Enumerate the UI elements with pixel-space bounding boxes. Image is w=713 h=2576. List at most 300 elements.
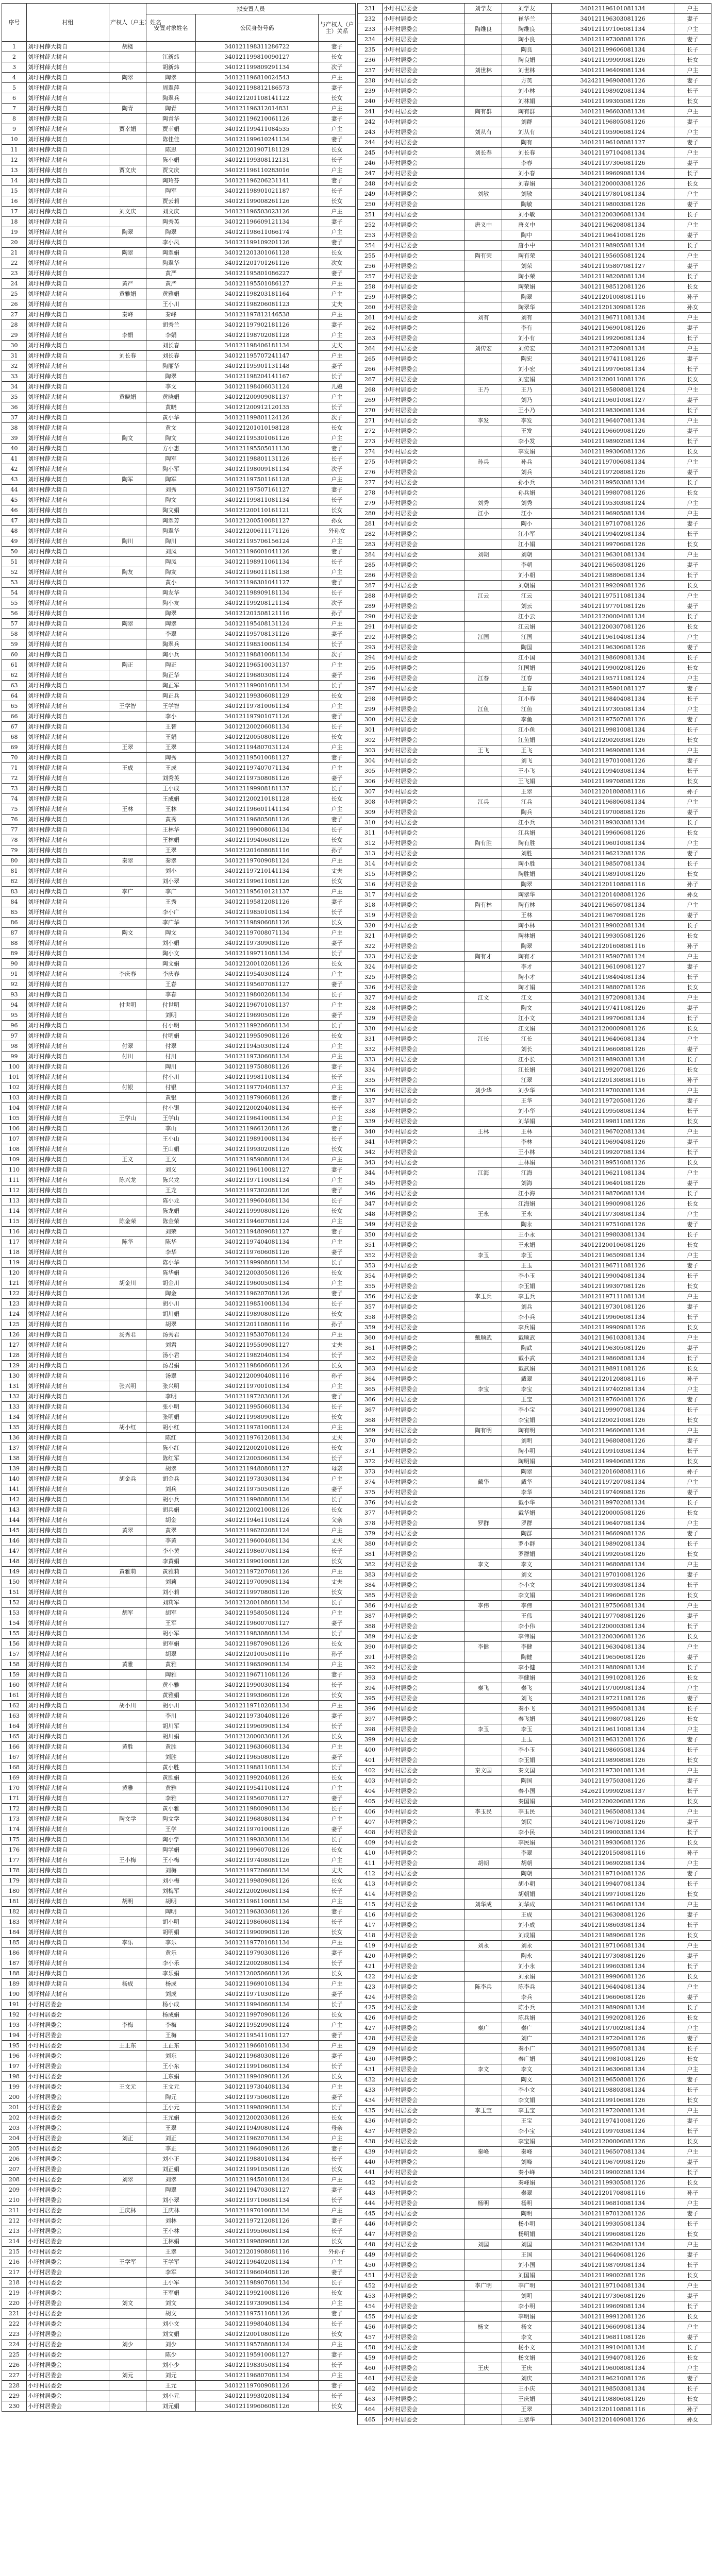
cell-id: 340121196503081126 <box>552 560 674 570</box>
cell-village: 刘圩村薛大树自 <box>27 1021 109 1031</box>
cell-no: 176 <box>2 1845 27 1855</box>
cell-id: 340121200003081126 <box>196 1732 319 1742</box>
cell-village: 刘圩村薛大树自 <box>27 1958 109 1969</box>
cell-id: 340121199610241134 <box>196 134 319 145</box>
cell-village: 刘圩村薛大树自 <box>27 1886 109 1896</box>
cell-village: 刘圩村薛大树自 <box>27 134 109 145</box>
cell-no: 35 <box>2 392 27 402</box>
cell-no: 194 <box>2 2030 27 2041</box>
cell-owner <box>465 488 502 498</box>
table-row <box>2 1866 356 1876</box>
cell-village: 刘圩村薛大树自 <box>27 1010 109 1021</box>
cell-rel: 长子 <box>319 1680 356 1690</box>
table-row <box>2 1371 356 1381</box>
cell-owner: 戴华 <box>465 1477 502 1487</box>
cell-owner: 江云 <box>465 591 502 601</box>
cell-owner <box>109 1948 146 1958</box>
cell-id: 340121196604081126 <box>196 2267 319 2278</box>
header-village: 村组 <box>27 4 109 42</box>
cell-rel: 长子 <box>674 168 711 179</box>
cell-village: 小圩村居委会 <box>383 1735 465 1745</box>
table-row <box>2 1814 356 1824</box>
cell-village: 小圩村居委会 <box>383 2147 465 2157</box>
cell-name: 陶文 <box>502 2075 552 2085</box>
cell-rel: 孙子 <box>674 1848 711 1858</box>
cell-rel: 妻子 <box>674 1302 711 1312</box>
cell-id: 340121199407081126 <box>552 2353 674 2363</box>
cell-id: 340121199409081126 <box>196 2072 319 2082</box>
cell-rel: 长女 <box>674 776 711 787</box>
cell-owner <box>109 1886 146 1896</box>
cell-id: 340121201309081126 <box>552 302 674 313</box>
cell-no: 234 <box>358 35 383 45</box>
cell-no: 242 <box>358 117 383 127</box>
cell-rel: 妻子 <box>319 1711 356 1721</box>
table-row <box>358 1353 711 1364</box>
cell-name: 陶正华 <box>146 670 196 681</box>
cell-name: 王翠 <box>146 2123 196 2133</box>
table-row <box>358 2013 711 2023</box>
cell-rel: 户主 <box>674 509 711 519</box>
cell-village: 小圩村居委会 <box>383 1374 465 1384</box>
cell-rel: 户主 <box>319 2041 356 2051</box>
cell-owner <box>109 2061 146 2072</box>
cell-name: 秦小飞 <box>502 1704 552 1714</box>
table-row <box>358 1539 711 1549</box>
cell-no: 263 <box>358 333 383 344</box>
cell-no: 298 <box>358 694 383 704</box>
cell-no: 392 <box>358 1663 383 1673</box>
cell-no: 86 <box>2 918 27 928</box>
cell-rel: 户主 <box>319 2298 356 2309</box>
cell-no: 323 <box>358 952 383 962</box>
cell-village: 小圩村居委会 <box>383 952 465 962</box>
cell-rel: 长子 <box>319 1762 356 1773</box>
cell-name: 秦国娟 <box>502 1797 552 1807</box>
cell-id: 340121199208121134 <box>196 598 319 608</box>
cell-rel: 长子 <box>674 529 711 539</box>
cell-owner: 李伟 <box>465 1601 502 1611</box>
cell-name: 陶翠娟 <box>146 248 196 258</box>
cell-id: 340121199305081134 <box>552 2219 674 2229</box>
cell-id: 340121199407081134 <box>552 1879 674 1889</box>
cell-owner <box>465 375 502 385</box>
cell-rel: 妻子 <box>319 1010 356 1021</box>
cell-rel: 户主 <box>674 1941 711 1951</box>
table-row <box>2 959 356 969</box>
cell-owner: 黄雅 <box>109 1659 146 1670</box>
cell-rel: 长子 <box>674 86 711 96</box>
cell-no: 256 <box>358 261 383 272</box>
cell-name: 秦小国 <box>502 1786 552 1797</box>
cell-rel: 妻子 <box>674 1178 711 1189</box>
cell-name: 刘秀英 <box>146 773 196 784</box>
cell-village: 刘圩村薛大树自 <box>27 598 109 608</box>
cell-id: 340121197812146538 <box>196 310 319 320</box>
cell-name: 李小玉 <box>502 1745 552 1755</box>
cell-id: 340121198902081134 <box>552 436 674 447</box>
cell-village: 刘圩村薛大树自 <box>27 83 109 93</box>
cell-name: 胡明 <box>146 1896 196 1907</box>
table-row <box>358 199 711 210</box>
table-row <box>2 1598 356 1608</box>
cell-rel: 户主 <box>319 2370 356 2381</box>
cell-id: 340121198911061134 <box>196 557 319 567</box>
cell-no: 307 <box>358 787 383 797</box>
cell-rel: 户主 <box>674 251 711 261</box>
cell-rel: 长女 <box>674 2137 711 2147</box>
cell-owner <box>109 2278 146 2288</box>
cell-village: 刘圩村薛大树自 <box>27 42 109 52</box>
table-row <box>358 1312 711 1323</box>
cell-village: 小圩村居委会 <box>383 1116 465 1127</box>
cell-village: 小圩村居委会 <box>383 261 465 272</box>
cell-village: 小圩村居委会 <box>383 4 465 14</box>
cell-id: 340121197303081134 <box>196 1474 319 1484</box>
cell-rel: 户主 <box>674 1384 711 1395</box>
cell-owner <box>465 1673 502 1683</box>
cell-village: 小圩村居委会 <box>383 1766 465 1776</box>
cell-village: 小圩村居委会 <box>27 2360 109 2370</box>
cell-owner: 陶友 <box>109 567 146 578</box>
cell-id: 340121196406081126 <box>552 2250 674 2260</box>
cell-rel: 长女 <box>319 835 356 845</box>
cell-no: 139 <box>2 1464 27 1474</box>
table-row <box>358 2374 711 2384</box>
cell-owner: 王飞 <box>465 745 502 756</box>
cell-id: 340121196110081127 <box>196 1165 319 1175</box>
cell-rel: 妻子 <box>674 2250 711 2260</box>
cell-owner: 王林 <box>109 804 146 815</box>
cell-owner: 刘世林 <box>465 65 502 76</box>
cell-no: 43 <box>2 474 27 485</box>
cell-id: 340121198806081134 <box>552 570 674 581</box>
cell-owner: 江春 <box>465 673 502 684</box>
cell-owner <box>465 2075 502 2085</box>
cell-name: 王小庆 <box>502 2384 552 2394</box>
cell-owner <box>465 1529 502 1539</box>
cell-owner <box>109 1021 146 1031</box>
table-row <box>358 210 711 220</box>
cell-owner <box>465 879 502 890</box>
cell-id: 340121197209081134 <box>552 344 674 354</box>
cell-village: 小圩村居委会 <box>383 684 465 694</box>
cell-village: 小圩村居委会 <box>383 2240 465 2250</box>
table-row <box>2 1289 356 1299</box>
table-row <box>358 117 711 127</box>
cell-owner <box>109 1835 146 1845</box>
table-row <box>2 1206 356 1216</box>
cell-name: 陶凤 <box>146 557 196 567</box>
table-row <box>2 1072 356 1082</box>
cell-no: 317 <box>358 890 383 900</box>
table-row <box>358 519 711 529</box>
cell-owner <box>465 2085 502 2095</box>
table-row <box>358 2291 711 2301</box>
cell-village: 小圩村居委会 <box>383 1879 465 1889</box>
cell-no: 367 <box>358 1405 383 1415</box>
cell-rel: 妻子 <box>674 1487 711 1498</box>
cell-owner <box>465 910 502 921</box>
cell-name: 汤翠 <box>146 1371 196 1381</box>
cell-rel: 长女 <box>319 1412 356 1422</box>
cell-id: 340121199106081126 <box>552 2095 674 2106</box>
cell-name: 张小明 <box>146 1402 196 1412</box>
cell-no: 372 <box>358 1456 383 1467</box>
cell-rel: 户主 <box>319 928 356 938</box>
cell-name: 刘小林 <box>502 86 552 96</box>
cell-owner <box>465 35 502 45</box>
cell-id: 340121197306081126 <box>552 2291 674 2301</box>
table-row <box>2 1309 356 1319</box>
cell-owner <box>465 1539 502 1549</box>
cell-village: 小圩村居委会 <box>383 941 465 952</box>
table-row <box>358 560 711 570</box>
cell-no: 16 <box>2 196 27 207</box>
table-row <box>358 1724 711 1735</box>
cell-owner: 江长 <box>465 1034 502 1044</box>
cell-owner <box>109 145 146 155</box>
cell-rel: 长女 <box>674 447 711 457</box>
cell-owner <box>465 2404 502 2415</box>
cell-rel: 妻子 <box>319 1247 356 1258</box>
cell-name: 江鱼娟 <box>502 735 552 745</box>
cell-no: 336 <box>358 1086 383 1096</box>
cell-id: 340121199104081134 <box>552 2343 674 2353</box>
cell-owner <box>109 1093 146 1103</box>
cell-no: 63 <box>2 681 27 691</box>
cell-name: 刘义 <box>146 1165 196 1175</box>
cell-name: 陶翠华 <box>502 890 552 900</box>
cell-no: 189 <box>2 1979 27 1989</box>
cell-rel: 户主 <box>674 1127 711 1137</box>
cell-village: 小圩村居委会 <box>383 2353 465 2363</box>
cell-rel: 长子 <box>674 653 711 663</box>
cell-id: 340121196104081134 <box>552 632 674 642</box>
table-row <box>358 2363 711 2374</box>
cell-owner: 付川 <box>109 1052 146 1062</box>
cell-no: 192 <box>2 2010 27 2020</box>
cell-id: 340121199810081134 <box>552 725 674 735</box>
table-row <box>358 2044 711 2054</box>
cell-village: 刘圩村薛大树自 <box>27 990 109 1000</box>
cell-owner: 刘少 <box>109 2340 146 2350</box>
cell-rel: 妻子 <box>319 2216 356 2226</box>
table-row <box>358 982 711 993</box>
cell-id: 340121197301081134 <box>552 1766 674 1776</box>
table-row <box>2 1144 356 1155</box>
cell-name: 刘莉 <box>146 1577 196 1587</box>
cell-no: 462 <box>358 2384 383 2394</box>
cell-village: 小圩村居委会 <box>383 2116 465 2126</box>
cell-name: 黄严 <box>146 279 196 289</box>
cell-name: 付明娟 <box>146 1031 196 1041</box>
table-row <box>358 2147 711 2157</box>
table-row <box>358 1281 711 1292</box>
cell-village: 刘圩村薛大树自 <box>27 1134 109 1144</box>
cell-id: 340121198908081126 <box>196 1309 319 1319</box>
cell-id: 340121198009081134 <box>196 1804 319 1814</box>
cell-owner <box>109 62 146 73</box>
cell-village: 小圩村居委会 <box>383 96 465 107</box>
cell-id: 340121195301061126 <box>196 433 319 444</box>
cell-rel: 户主 <box>319 1155 356 1165</box>
cell-no: 178 <box>2 1866 27 1876</box>
table-row <box>2 670 356 681</box>
table-row <box>2 1958 356 1969</box>
cell-no: 340 <box>358 1127 383 1137</box>
cell-name: 陈思 <box>146 145 196 155</box>
cell-owner <box>465 1817 502 1827</box>
cell-rel: 长女 <box>674 2095 711 2106</box>
cell-rel: 长子 <box>674 2384 711 2394</box>
table-row <box>2 979 356 990</box>
cell-no: 433 <box>358 2085 383 2095</box>
cell-rel: 次子 <box>319 464 356 474</box>
cell-id: 340121200506081134 <box>196 1453 319 1464</box>
cell-name: 陶敏 <box>502 199 552 210</box>
cell-id: 340121199706081126 <box>552 539 674 550</box>
cell-owner <box>465 1693 502 1704</box>
cell-owner <box>109 423 146 433</box>
cell-village: 刘圩村薛大树自 <box>27 567 109 578</box>
table-row <box>2 42 356 52</box>
cell-village: 小圩村居委会 <box>383 1055 465 1065</box>
table-row <box>358 14 711 24</box>
cell-no: 449 <box>358 2250 383 2260</box>
cell-no: 120 <box>2 1268 27 1278</box>
cell-owner <box>465 1013 502 1024</box>
cell-no: 182 <box>2 1907 27 1917</box>
table-row <box>358 1982 711 1992</box>
cell-village: 小圩村居委会 <box>383 282 465 292</box>
cell-id: 340121195209081124 <box>196 2020 319 2030</box>
cell-village: 刘圩村薛大树自 <box>27 413 109 423</box>
cell-id: 340121195812081126 <box>196 897 319 907</box>
cell-rel: 户主 <box>319 1938 356 1948</box>
cell-rel: 户主 <box>674 1560 711 1570</box>
cell-no: 6 <box>2 93 27 104</box>
cell-name: 陶翠 <box>502 879 552 890</box>
table-row <box>2 2123 356 2133</box>
cell-owner <box>109 979 146 990</box>
cell-owner <box>109 2360 146 2370</box>
cell-village: 小圩村居委会 <box>383 1673 465 1683</box>
cell-no: 290 <box>358 612 383 622</box>
cell-rel: 妻子 <box>319 578 356 588</box>
cell-name: 黄乐 <box>146 1948 196 1958</box>
cell-id: 340121196711081134 <box>552 313 674 323</box>
table-row <box>2 608 356 619</box>
cell-village: 小圩村居委会 <box>383 1642 465 1652</box>
cell-id: 340121198308081134 <box>196 1629 319 1639</box>
cell-no: 248 <box>358 179 383 189</box>
table-row <box>2 629 356 639</box>
cell-owner <box>109 2103 146 2113</box>
cell-owner <box>109 2267 146 2278</box>
cell-village: 小圩村居委会 <box>27 2123 109 2133</box>
cell-name: 胡金 <box>146 1515 196 1526</box>
cell-no: 291 <box>358 622 383 632</box>
table-row <box>2 1969 356 1979</box>
cell-name: 王小飞 <box>502 766 552 776</box>
table-row <box>2 2185 356 2195</box>
cell-id: 340121197501161128 <box>196 474 319 485</box>
table-row <box>2 1618 356 1629</box>
cell-no: 346 <box>358 1189 383 1199</box>
cell-village: 小圩村居委会 <box>383 272 465 282</box>
cell-owner <box>109 361 146 371</box>
cell-name: 秦峰 <box>502 2147 552 2157</box>
table-row <box>358 1663 711 1673</box>
cell-name: 付世明 <box>146 1000 196 1010</box>
cell-rel: 妻子 <box>319 176 356 186</box>
table-row <box>358 1364 711 1374</box>
cell-name: 黄雅莉 <box>146 1567 196 1577</box>
cell-rel: 长子 <box>319 454 356 464</box>
cell-village: 刘圩村薛大树自 <box>27 1289 109 1299</box>
table-row <box>358 1972 711 1982</box>
cell-no: 88 <box>2 938 27 948</box>
cell-id: 340121201301061128 <box>196 248 319 258</box>
cell-id: 340121196110081134 <box>196 1896 319 1907</box>
cell-id: 340121195906081124 <box>552 127 674 138</box>
cell-name: 李伟 <box>502 1601 552 1611</box>
cell-village: 小圩村居委会 <box>383 1240 465 1250</box>
cell-name: 李小宝 <box>502 1405 552 1415</box>
cell-owner <box>465 2301 502 2312</box>
cell-rel: 长女 <box>319 2113 356 2123</box>
table-row <box>2 93 356 104</box>
cell-id: 340121196108081127 <box>552 138 674 148</box>
cell-rel: 长子 <box>319 2154 356 2164</box>
cell-owner <box>109 2401 146 2412</box>
cell-no: 365 <box>358 1384 383 1395</box>
cell-name: 刘朝 <box>502 550 552 560</box>
cell-rel: 长子 <box>319 1495 356 1505</box>
table-row <box>358 1838 711 1848</box>
cell-id: 340121199411084535 <box>196 124 319 134</box>
cell-no: 362 <box>358 1353 383 1364</box>
cell-no: 254 <box>358 241 383 251</box>
cell-name: 王成 <box>502 1910 552 1920</box>
cell-rel: 长子 <box>674 1539 711 1549</box>
cell-village: 小圩村居委会 <box>383 2250 465 2260</box>
cell-name: 王玉 <box>502 1735 552 1745</box>
cell-rel: 户主 <box>319 804 356 815</box>
cell-name: 陶小军 <box>146 464 196 474</box>
cell-rel: 长子 <box>674 1013 711 1024</box>
cell-name: 王小永 <box>502 1230 552 1240</box>
cell-rel: 长子 <box>674 1405 711 1415</box>
cell-rel: 户主 <box>674 1426 711 1436</box>
cell-owner <box>109 1031 146 1041</box>
cell-owner <box>465 1776 502 1786</box>
table-row <box>2 2195 356 2206</box>
cell-name: 刘乃 <box>502 395 552 405</box>
cell-rel: 长女 <box>674 1632 711 1642</box>
table-row <box>358 1436 711 1446</box>
cell-name: 李民娟 <box>502 1838 552 1848</box>
cell-village: 小圩村居委会 <box>383 982 465 993</box>
cell-name: 刘广 <box>502 2033 552 2044</box>
cell-id: 340121196303081126 <box>552 14 674 24</box>
cell-no: 144 <box>2 1515 27 1526</box>
cell-id: 340121199908081134 <box>196 1258 319 1268</box>
cell-no: 333 <box>358 1055 383 1065</box>
table-row <box>2 1587 356 1598</box>
cell-no: 140 <box>2 1474 27 1484</box>
